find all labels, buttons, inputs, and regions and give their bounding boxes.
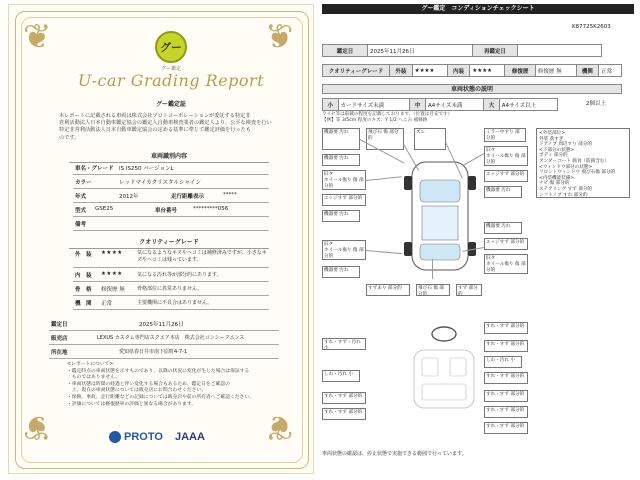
vehicle-row-color (73, 175, 269, 189)
damage-label: 旧タ ホイール傷り 傷 部分的 (484, 254, 528, 274)
right-note: ドアノブ 周辺すり 部分的 (539, 142, 592, 148)
repair-label: 修復歴 (505, 65, 535, 77)
exterior-label: 外装 (390, 65, 413, 77)
row-label: 備考 (75, 222, 87, 228)
vehicle-row-model (73, 203, 269, 217)
ornament-bottom-left: ❦ (23, 407, 52, 447)
note-line: ・評価については修復歴車の評価と異なる場合があります。 (67, 401, 197, 407)
damage-label: 旧タ ホイール傷り 傷 部分的 (484, 146, 528, 166)
row-label: 年式 (75, 194, 87, 200)
steering-wheel-icon (432, 327, 456, 341)
damage-label: すれ・すず 部分的 (484, 390, 528, 402)
sheet-title: グー鑑定 コンディションチェックシート (322, 4, 634, 14)
proto-logo-icon (109, 431, 121, 443)
damage-label: しわ・汚れ 小 (322, 370, 360, 382)
wheel-front-right-icon (468, 176, 476, 190)
damage-label: 旧タ ホイール傷り 傷 部分的 (322, 240, 366, 260)
quality-row-exterior (73, 247, 269, 268)
vehicle-row-year (73, 189, 269, 203)
front-seat-left (422, 358, 438, 376)
size-label: A4サイズ未満 (426, 99, 484, 111)
damage-label: すずあり 部分的 (366, 284, 410, 296)
damage-label: エッジすず 部分的 (484, 170, 528, 182)
size-label: 小 (323, 99, 339, 111)
row-value: 正常 (101, 301, 113, 307)
row-label: 鑑定日 (51, 322, 68, 328)
row-label: 型式 (75, 208, 87, 214)
row-value: 2025年11月26日 (139, 322, 184, 328)
row-value: 骨格部位に異常ありません。 (137, 286, 203, 292)
damage-label: 機器要 汚れ (322, 128, 360, 150)
engine-value: 正常 (599, 65, 622, 77)
goo-badge-icon: グー (155, 31, 187, 63)
row-label: 走行距離表示 (171, 194, 205, 200)
intro-line: 特定非営利活動法人日本自動車鑑定協会の定める基準に準じて鑑定評価を行ったも (59, 127, 251, 134)
row-value: 修復歴 無 (101, 287, 125, 293)
right-note: ナビ 傷 部分的 (539, 181, 570, 187)
row-label: 内 装 (75, 273, 92, 279)
certificate-intro (59, 113, 283, 142)
diagram-note: 【例】等 3/5cm 程度のキズ：Y 1/2 へこみ 補修跡 (322, 118, 428, 123)
exterior-stars: ★★★★ (412, 65, 447, 77)
damage-label: すれ・すず 部分的 (322, 392, 366, 404)
row-label: 機 関 (75, 301, 92, 307)
damage-label: すれ・すず 部分的 (322, 408, 366, 420)
vehicle-row-notes (73, 217, 269, 231)
size-legend-table (322, 98, 558, 111)
interior-label: 内装 (447, 65, 470, 77)
repair-value: 修復歴 無 (535, 65, 576, 77)
right-note: シフトノブ すれ 部分的 (539, 192, 588, 198)
quality-label: クオリティーグレード (323, 65, 390, 77)
right-note: アンダーコート 腐食（防錆含む） (539, 158, 610, 164)
damage-label: 機器要 汚れ (322, 210, 360, 222)
note-line: ものではありません。 (67, 375, 121, 381)
intro-line: 本レポートに記載される車両は株式会社プロトコーポレーションが委託する特定非 (59, 113, 251, 119)
right-note: <内装機能装備> (539, 175, 575, 181)
damage-label: 飛び石 傷 部分的 (416, 284, 450, 296)
note-line: ・車両状態は時間の経過と伴い変化する場合もあるため、鑑定日をご確認の (67, 381, 230, 387)
row-value: ***** (223, 192, 237, 198)
grading-certificate (8, 4, 314, 474)
damage-label: 機器要 汚れ (484, 222, 522, 234)
wheel-front-left-icon (404, 176, 412, 190)
wheel-rear-left-icon (404, 242, 412, 256)
note-line: ・保険、事故、走行距離などの記録については販売店や前の所有者へご確認ください。 (67, 394, 254, 400)
intro-line: 営利活動法人日本自動車鑑定協会の鑑定人自動車検査業者の鑑定人より、公平な検査を行い (59, 120, 272, 127)
rear-seat (422, 384, 466, 400)
proto-logo-text: PROTO (124, 431, 163, 443)
quality-row-interior (73, 268, 269, 282)
intro-line: のです。 (59, 134, 80, 141)
damage-label: すれ・すず 部分的 (484, 406, 528, 418)
report-notes (67, 362, 277, 408)
note-line: 上、現在の車両状態については販売店にお問合わせください。 (67, 388, 207, 394)
sheet-footer: 車両状態の確認は、停止状態で実施できる範囲で行っています。 (322, 451, 467, 457)
right-notes-box (536, 128, 630, 198)
right-note: フロントウィンドウ 飛び石傷 部分的 (539, 170, 616, 176)
right-note: <ウィンドウ部分の状態> (539, 164, 593, 170)
damage-label: 飛び石 傷 部分的 (366, 128, 404, 150)
certificate-subtitle: グー鑑定証 (155, 101, 186, 108)
windshield (420, 180, 460, 202)
leader-line (366, 250, 402, 254)
condition-check-sheet (322, 4, 634, 474)
vehicle-row-name (73, 161, 269, 175)
row-value: レッドマイカクリスタルシャイン (119, 180, 201, 186)
car-top-view-diagram (400, 156, 480, 276)
damage-label: すれ・すず 部分的 (484, 322, 528, 334)
diagram-notes (322, 112, 622, 124)
damage-label: 機器要 汚れ (484, 186, 522, 198)
row-value: *********056 (193, 206, 229, 212)
damage-label: ズレ (414, 128, 446, 150)
damage-label: 機器要 汚れ (322, 154, 360, 166)
row-label: 車名・グレード (75, 166, 114, 172)
certificate-title: U-car Grading Report (77, 71, 265, 90)
badge-caption: グー鑑定 (160, 66, 181, 72)
engine-label: 機関 (576, 65, 599, 77)
date-table (322, 44, 602, 57)
note-line: ・鑑定時点の車両状態を示すものであり、以降の状況に変化が生じた場合は保証する (67, 368, 250, 374)
quality-row-engine (73, 296, 269, 310)
leader-line (432, 259, 433, 279)
size-label: カードサイズ未満 (338, 99, 410, 111)
right-note: ステアリング すず 部分的 (539, 186, 593, 192)
reappraisal-value (518, 45, 602, 57)
row-value: 2012年 (119, 194, 139, 200)
logo-row (109, 429, 229, 447)
damage-label: すれ・すず 部分的 (484, 422, 528, 434)
row-label: 所在地 (51, 350, 68, 356)
row-value: IS IS250 バージョンL (119, 166, 174, 172)
star-rating: ★★★★ (101, 250, 123, 256)
damage-label: しわ・汚れ 小 (484, 356, 522, 368)
document-id: K87725K2603 (572, 24, 611, 30)
vehicle-section-title: 車両識別内容 (69, 151, 269, 163)
date-label: 鑑定日 (323, 45, 368, 57)
row-label: 車台番号 (155, 208, 178, 214)
right-note: <下部分の状態> (539, 147, 575, 153)
size-label: 中 (410, 99, 426, 111)
row-value: 気になるようなキズやヘコミは補修済みですが、小さなキズやヘコミは残っています。 (137, 250, 267, 263)
ornament-top-right: ❦ (265, 17, 294, 57)
row-label: 販売店 (51, 336, 68, 342)
right-note: <外装部位> (539, 131, 566, 136)
damage-label: すれ・すず・汚れ 小 (322, 338, 366, 350)
row-value: 主要機関に不具合はありません。 (137, 300, 213, 306)
front-seat-right (450, 358, 466, 376)
row-value: LEXUS カスタム専門店スクエア本店 株式会社コンシークエンス (97, 335, 245, 341)
count-note: 2個以上 (586, 101, 606, 107)
date-value: 2025年11月26日 (368, 45, 473, 57)
appraisal-date-row (49, 317, 279, 331)
damage-label: エッジすず 部分的 (484, 238, 528, 250)
explain-title: 車両状態の説明 (322, 84, 622, 94)
row-label: 外 装 (75, 252, 92, 258)
car-interior-diagram (406, 322, 482, 412)
damage-label: すれ・すず 部分的 (484, 372, 528, 384)
diagram-note: ライセ等は前載の程度を記載しております。（位置は目安です） (322, 112, 453, 117)
size-label: A4サイズ以上 (499, 99, 557, 111)
cabin-outline (414, 350, 474, 408)
reappraisal-label: 再鑑定日 (473, 45, 518, 57)
damage-label: 機器要 汚れ (322, 266, 360, 278)
roof (422, 206, 458, 240)
location-row (49, 345, 279, 359)
quality-row-frame (73, 282, 269, 296)
damage-label: 旧タ ホイール傷り 傷 部分的 (322, 170, 366, 190)
leader-line (366, 176, 402, 180)
right-note: 外装 落すぎ (539, 136, 564, 142)
damage-label: すず 部分的 (456, 284, 482, 296)
interior-stars: ★★★★ (470, 65, 505, 77)
row-value: GSE25 (95, 206, 114, 212)
damage-label: エッジすず 部分的 (322, 194, 366, 206)
quality-section-title: クオリティーグレード (69, 237, 269, 249)
row-label: カラー (75, 180, 92, 186)
quality-table (322, 64, 622, 77)
dealer-row (49, 331, 279, 345)
ornament-top-left: ❦ (23, 17, 52, 57)
notes-title: <レポートについて> (67, 362, 114, 367)
ornament-bottom-right: ❦ (265, 407, 294, 447)
row-label: 骨 格 (75, 287, 92, 293)
size-label: 大 (484, 99, 500, 111)
damage-label: すれ・すず 部分的 (484, 340, 528, 352)
star-rating: ★★★★ (101, 271, 123, 277)
right-note: ボディ 部分的 (539, 153, 568, 159)
rear-window (420, 244, 460, 260)
row-value: 愛知県春日井市南下原町4-7-1 (119, 349, 188, 355)
row-value: 気になる汚れ等が部分的にあります。 (137, 272, 222, 278)
jaaa-logo-text: JAAA (175, 431, 205, 443)
damage-label: ミラー中すり 部分的 (484, 128, 526, 142)
